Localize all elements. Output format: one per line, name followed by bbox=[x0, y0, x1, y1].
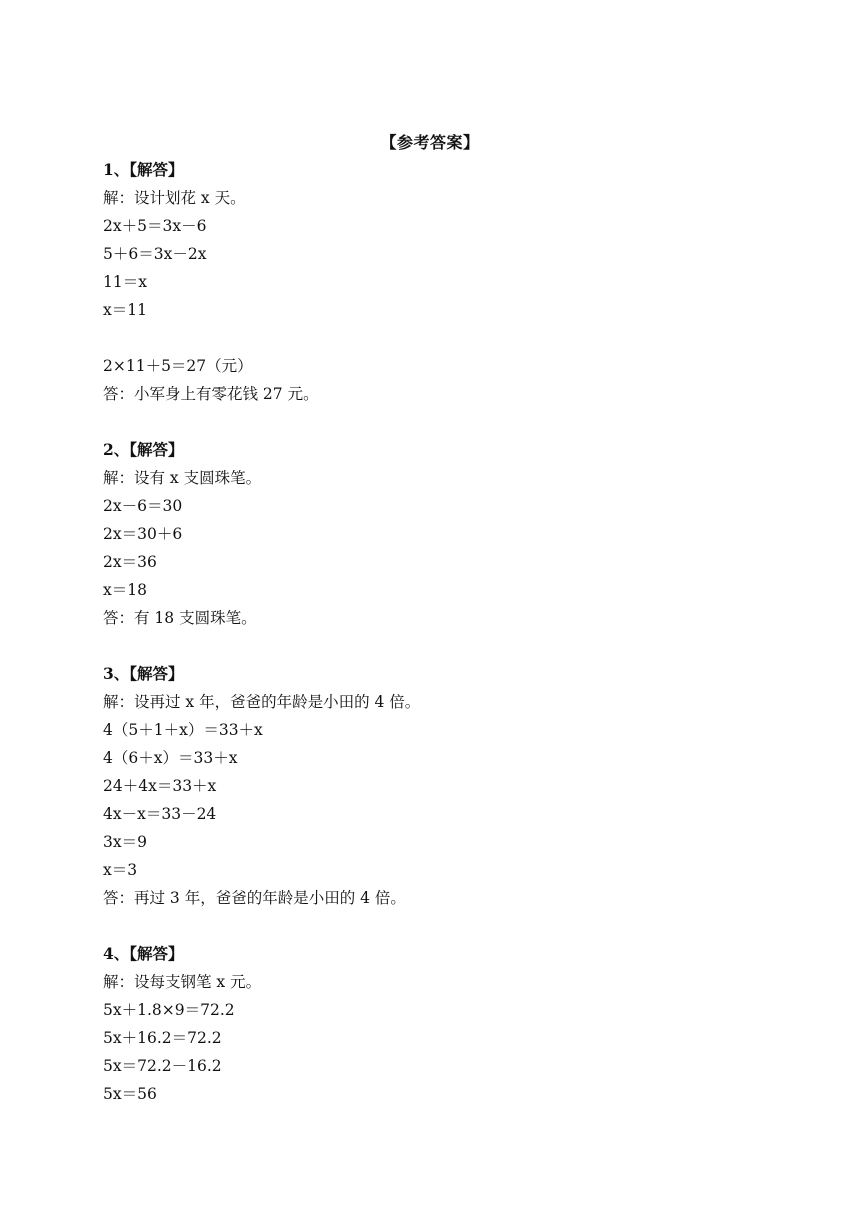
equation-line: 5x＝56 bbox=[103, 1085, 157, 1103]
answer-line: 答：再过 3 年，爸爸的年龄是小田的 4 倍。 bbox=[103, 889, 406, 907]
equation-line: 11＝x bbox=[103, 273, 147, 291]
equation-line: 2x＋5＝3x－6 bbox=[103, 217, 207, 235]
section-spacer bbox=[103, 912, 783, 940]
answer-content bbox=[103, 156, 783, 1108]
equation-line: x＝11 bbox=[103, 301, 147, 319]
blank-line bbox=[103, 324, 783, 352]
equation-line: 5＋6＝3x－2x bbox=[103, 245, 207, 263]
section-spacer bbox=[103, 632, 783, 660]
equation-line: x＝18 bbox=[103, 581, 147, 599]
equation-line: 3x＝9 bbox=[103, 833, 147, 851]
answer-section-1 bbox=[103, 156, 783, 408]
section-spacer bbox=[103, 408, 783, 436]
equation-line: 2×11＋5＝27（元） bbox=[103, 357, 253, 375]
equation-line: 5x＋1.8×9＝72.2 bbox=[103, 1001, 235, 1019]
answer-section-2 bbox=[103, 436, 783, 632]
solution-line: 解：设有 x 支圆珠笔。 bbox=[103, 469, 262, 487]
equation-line: 5x＋16.2＝72.2 bbox=[103, 1029, 222, 1047]
answer-line: 答：有 18 支圆珠笔。 bbox=[103, 609, 257, 627]
equation-line: 2x－6＝30 bbox=[103, 497, 183, 515]
section-heading: 2、【解答】 bbox=[103, 440, 184, 459]
equation-line: 5x＝72.2－16.2 bbox=[103, 1057, 222, 1075]
equation-line: 4（5＋1＋x）＝33＋x bbox=[103, 721, 263, 739]
solution-line: 解：设计划花 x 天。 bbox=[103, 189, 246, 207]
section-heading: 3、【解答】 bbox=[103, 664, 184, 683]
equation-line: 2x＝30＋6 bbox=[103, 525, 183, 543]
solution-line: 解：设每支钢笔 x 元。 bbox=[103, 973, 262, 991]
equation-line: 4（6＋x）＝33＋x bbox=[103, 749, 238, 767]
section-heading: 4、【解答】 bbox=[103, 944, 184, 963]
equation-line: 24＋4x＝33＋x bbox=[103, 777, 217, 795]
solution-line: 解：设再过 x 年，爸爸的年龄是小田的 4 倍。 bbox=[103, 693, 421, 711]
answer-section-4 bbox=[103, 940, 783, 1108]
section-heading: 1、【解答】 bbox=[103, 160, 184, 179]
equation-line: x＝3 bbox=[103, 861, 138, 879]
page-title: 【参考答案】 bbox=[380, 133, 480, 152]
answer-section-3 bbox=[103, 660, 783, 912]
equation-line: 2x＝36 bbox=[103, 553, 157, 571]
equation-line: 4x－x＝33－24 bbox=[103, 805, 217, 823]
answer-line: 答：小军身上有零花钱 27 元。 bbox=[103, 385, 319, 403]
